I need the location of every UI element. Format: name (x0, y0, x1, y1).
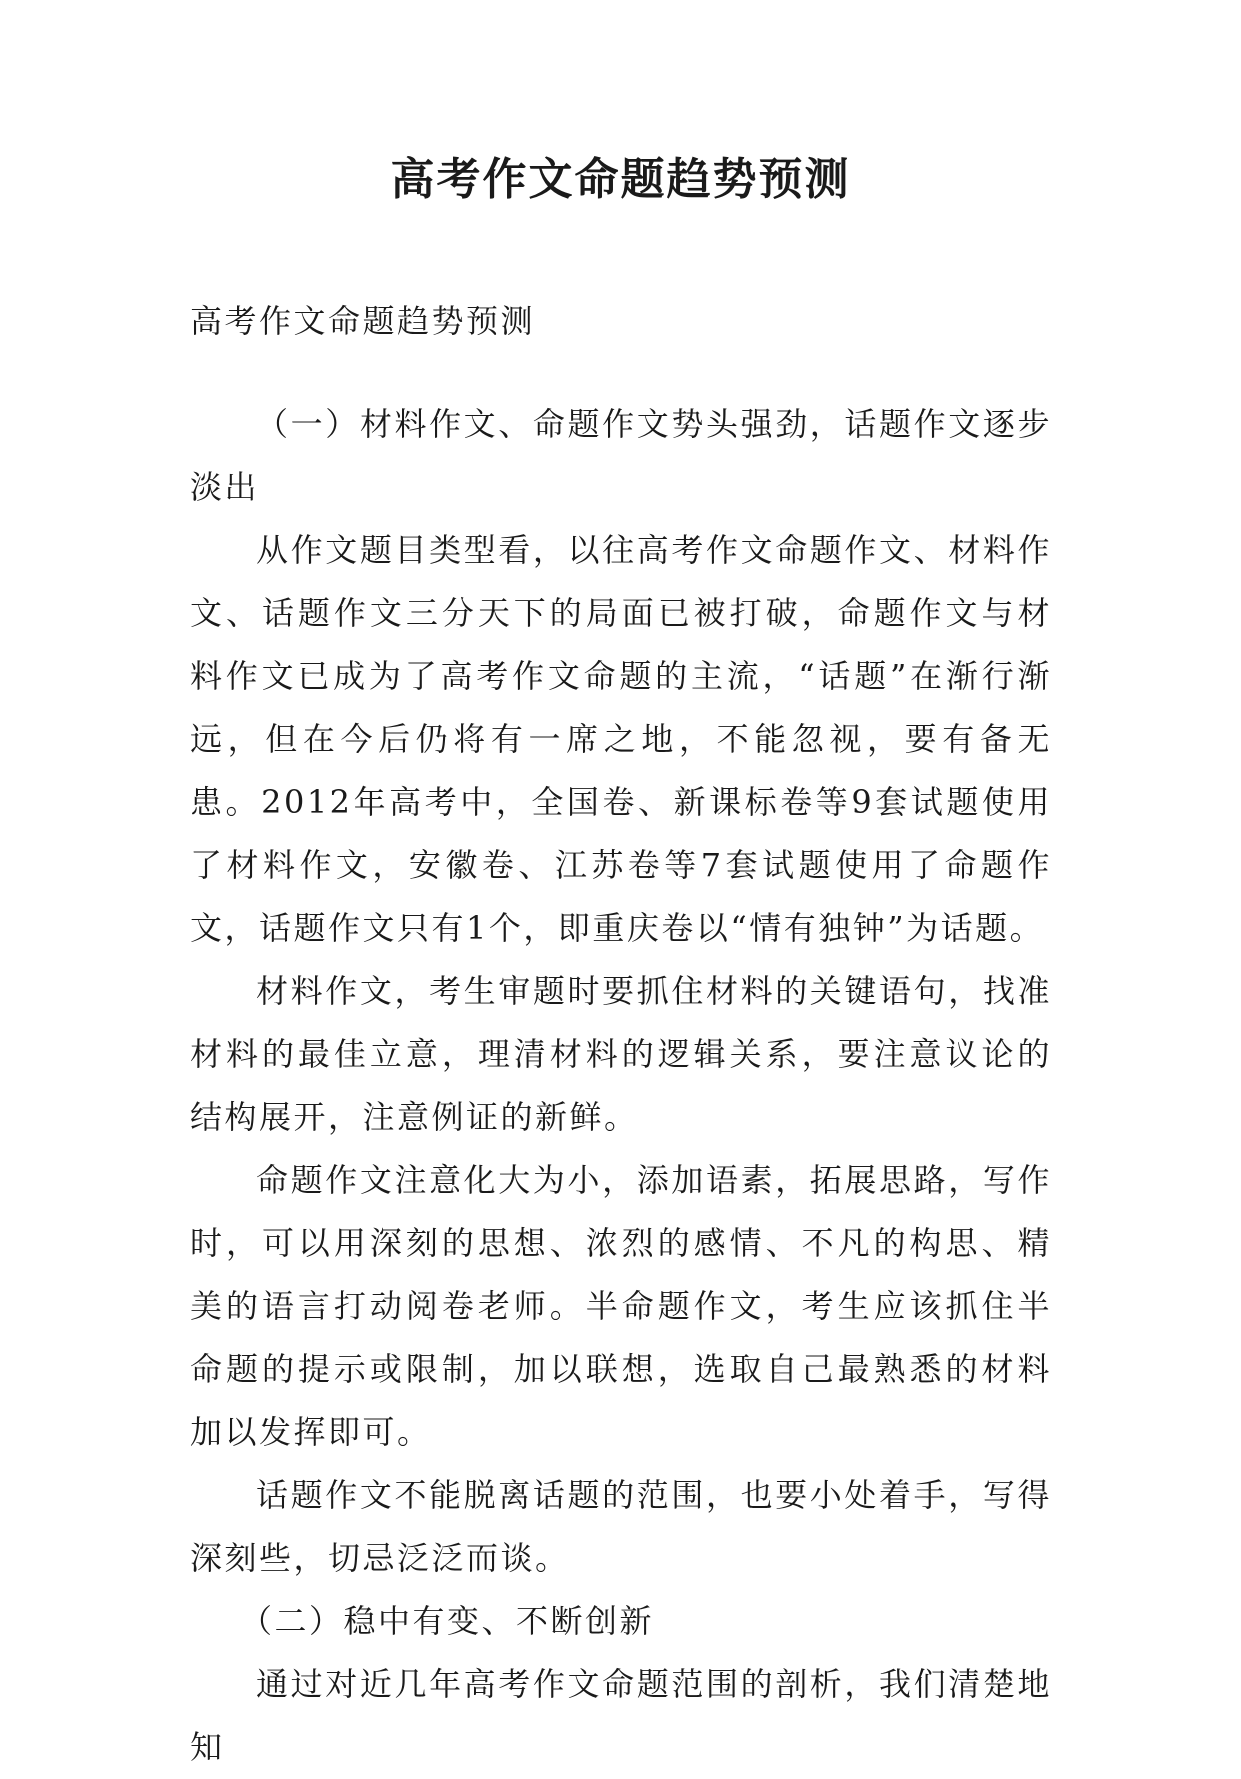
paragraph-1: 从作文题目类型看，以往高考作文命题作文、材料作文、话题作文三分天下的局面已被打破，命题作文与材料作文已成为了高考作文命题的主流，“话题”在渐行渐远，但在今后仍将有一席之地，不能忽视，要有备无患。2012年高考中，全国卷、新课标卷等9套试题使用了材料作文，安徽卷、江苏卷等7套试题使用了命题作文，话题作文只有1个，即重庆卷以“情有独钟”为话题。 (190, 531, 1052, 947)
document-subtitle: 高考作文命题趋势预测 (190, 302, 536, 340)
section-heading-1: （一）材料作文、命题作文势头强劲，话题作文逐步淡出 (190, 405, 1052, 506)
paragraph-4: 话题作文不能脱离话题的范围，也要小处着手，写得深刻些，切忌泛泛而谈。 (190, 1476, 1052, 1577)
document-body (190, 290, 1052, 1779)
paragraph-5: 通过对近几年高考作文命题范围的剖析，我们清楚地知 (190, 1665, 1052, 1766)
paragraph-2: 材料作文，考生审题时要抓住材料的关键语句，找准材料的最佳立意，理清材料的逻辑关系，要注意议论的结构展开，注意例证的新鲜。 (190, 972, 1052, 1136)
section-heading-2: （二）稳中有变、不断创新 (240, 1602, 655, 1640)
paragraph-3: 命题作文注意化大为小，添加语素，拓展思路，写作时，可以用深刻的思想、浓烈的感情、不凡的构思、精美的语言打动阅卷老师。半命题作文，考生应该抓住半命题的提示或限制，加以联想，选取自己最熟悉的材料加以发挥即可。 (190, 1161, 1052, 1451)
document-title: 高考作文命题趋势预测 (390, 154, 851, 205)
